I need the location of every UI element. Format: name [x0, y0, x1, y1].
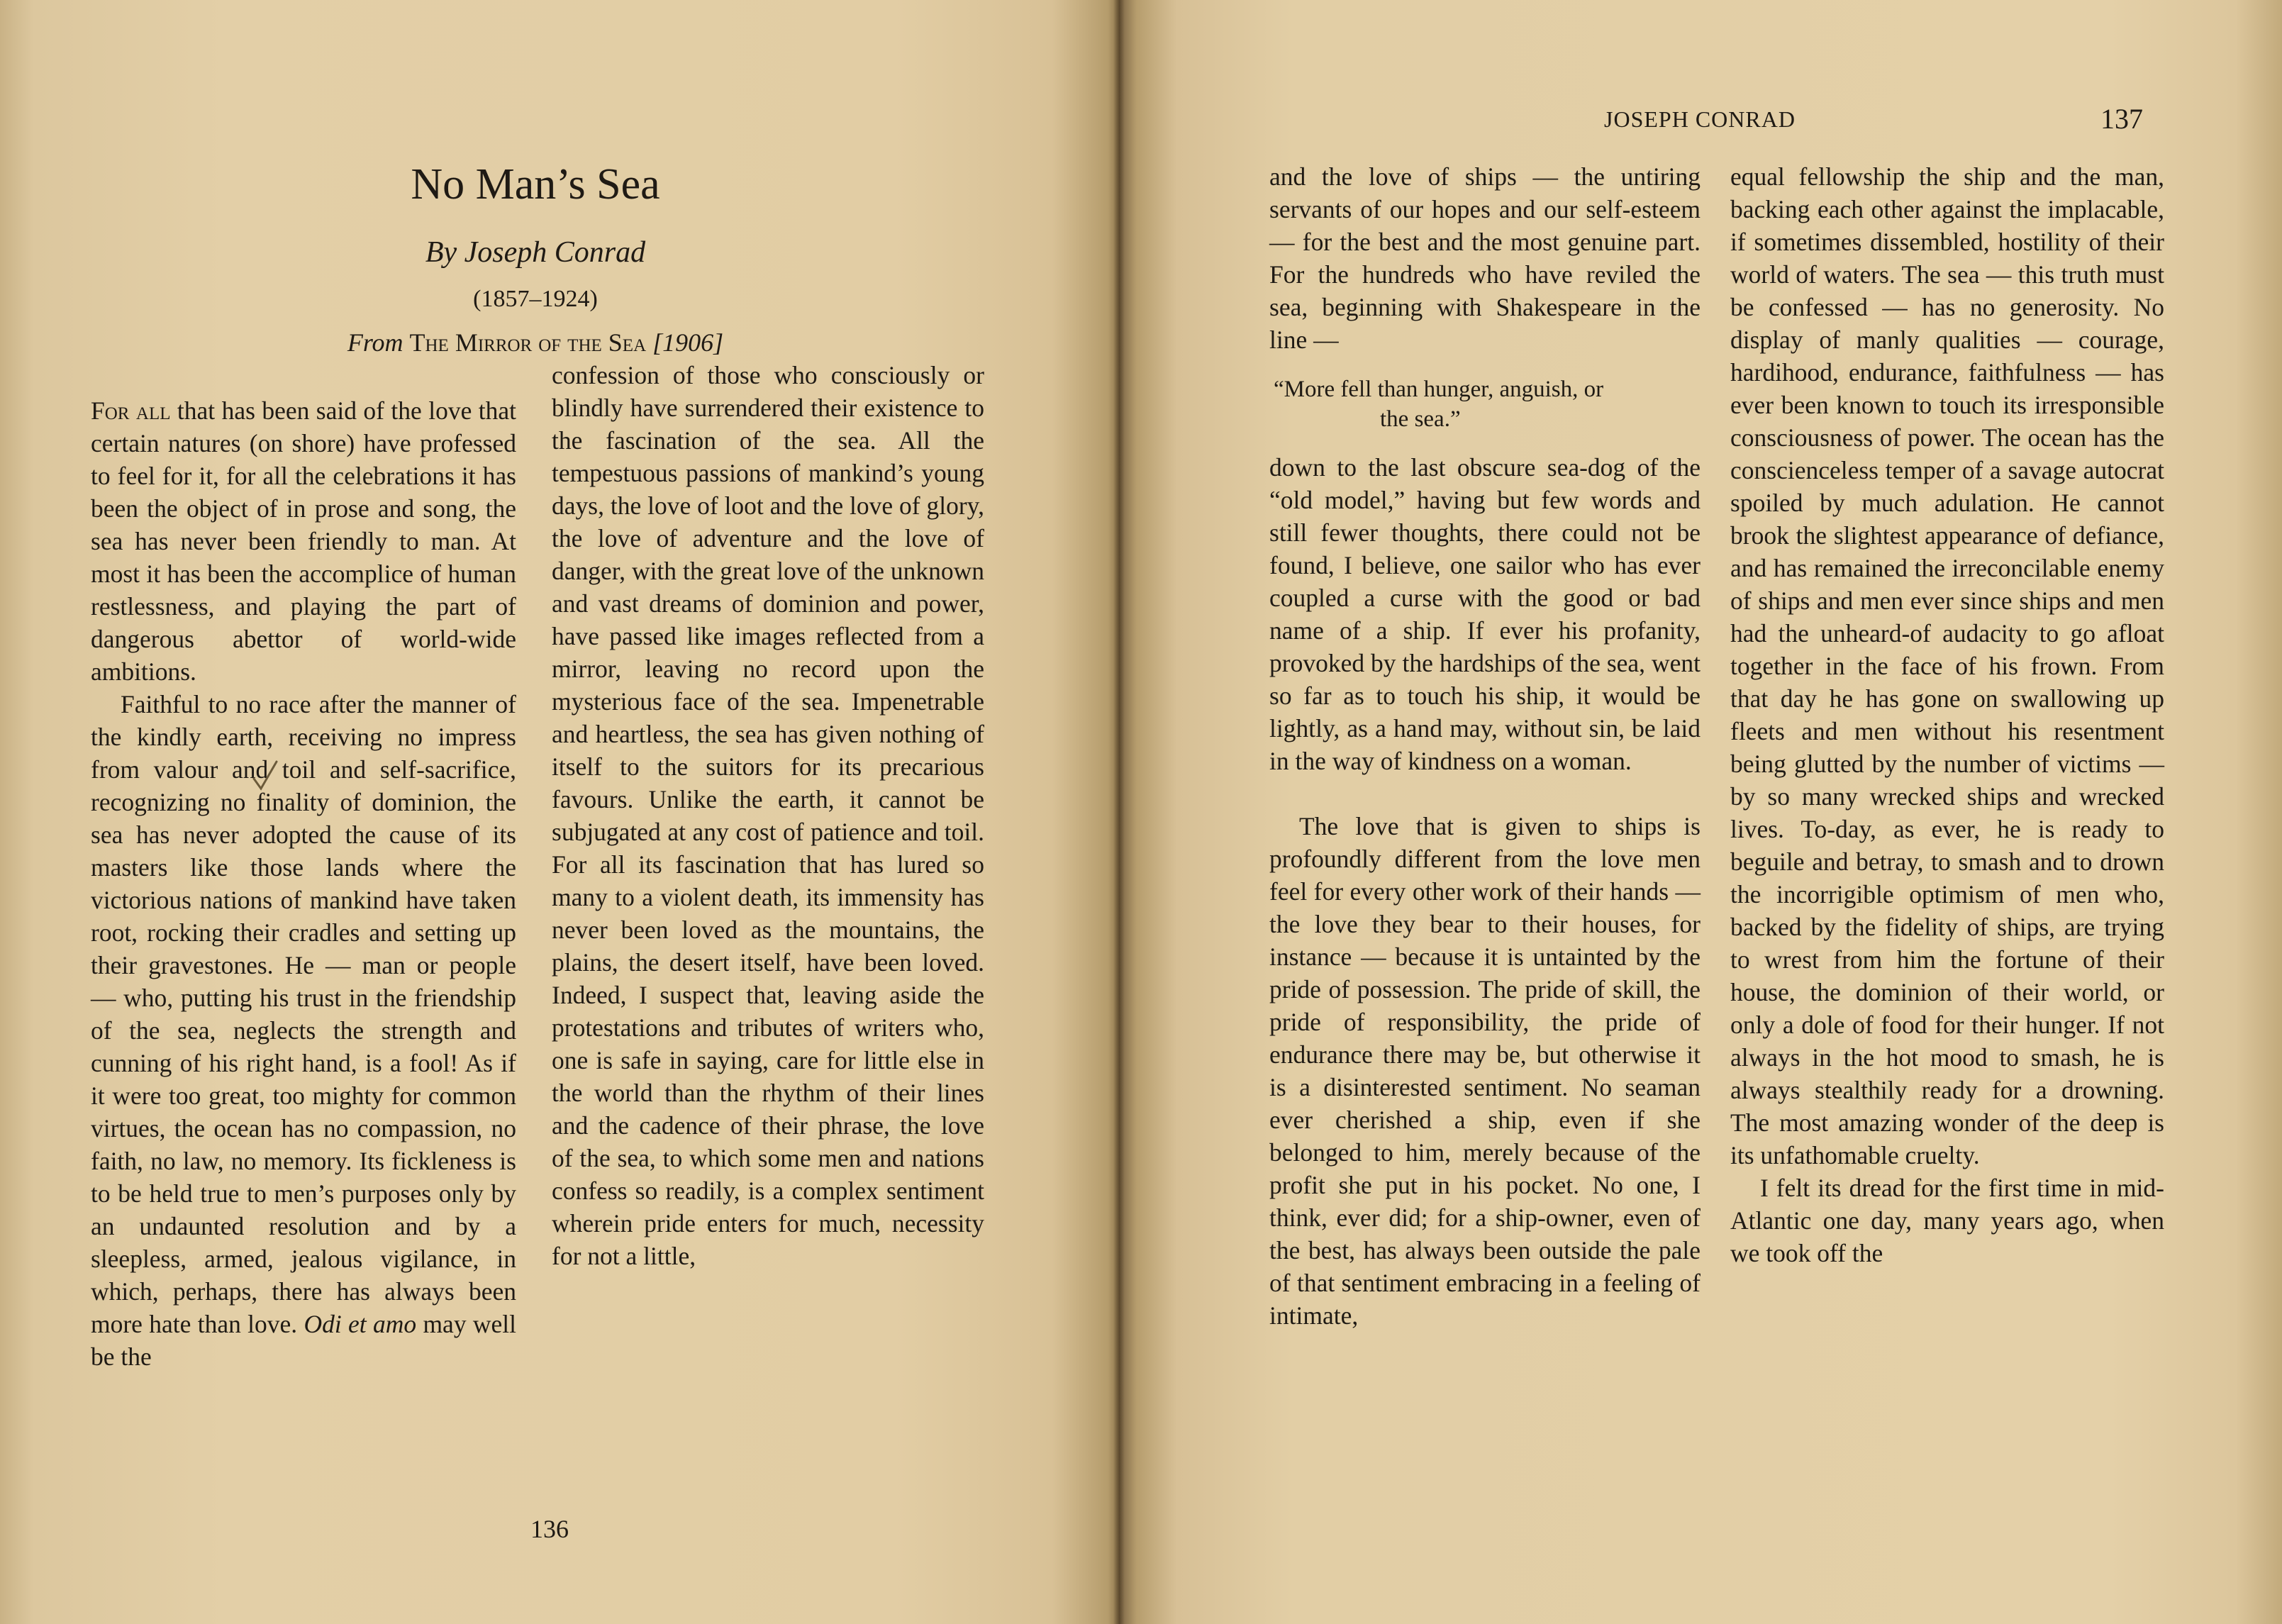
source-year: [1906]	[652, 328, 724, 357]
verse-line: “More fell than hunger, anguish, or	[1274, 377, 1604, 402]
paragraph	[91, 394, 516, 688]
paragraph-tail: may well be the	[91, 1310, 517, 1371]
paragraph: The love that is given to ships is profoundly different from the love men feel for every other work of their hands — the love they bear to their houses, for instance — because it is untainted by the pride of possession. The pride of skill, the pride of responsibility, the pride of endurance there may be, but otherwise it is a disinterested sentiment. No seaman ever cherished a ship, even if she belonged to him, merely because of the profit she put in his pocket. No one, I think, ever did; for a ship-owner, even of the best, has always been outside the pale of that sentiment embracing in a feeling of intimate,	[1269, 812, 1701, 1330]
author-dates: (1857–1924)	[473, 286, 598, 312]
essay-title: No Man’s Sea	[411, 160, 660, 208]
paragraph-text: Faithful to no race after the manner of the kindly earth, receiving no impress from valour and toil and self-sacrifice, recognizing no finality of dominion, the sea has never adopted the cause of its masters like those lands where the victorious nations of mankind have taken root, rocking their cradles and setting up their gravestones. He — man or people — who, putting his trust in the friendship of the sea, neglects the strength and cunning of his right hand, is a fool! As if it were too great, too mighty for common virtues, the ocean has no compassion, no faith, no law, no memory. Its fickleness is to be held true to men’s purposes only by an undaunted resolution and by a sleepless, armed, jealous vigilance, in which, perhaps, there has always been more hate than love.	[91, 690, 516, 1338]
paragraph: I felt its dread for the first time in mid-Atlantic one day, many years ago, when we took off the	[1730, 1174, 2164, 1267]
paragraph	[91, 688, 516, 1373]
page-number-left: 136	[530, 1515, 569, 1543]
right-column-1	[1269, 160, 1701, 1332]
left-page	[0, 0, 1119, 1624]
latin-phrase: Odi et amo	[304, 1310, 417, 1338]
book-gutter	[1113, 0, 1125, 1624]
paragraph: confession of those who consciously or blindly have surrendered their existence to the fascination of the sea. All the tempestuous passions of mankind’s young days, the love of loot and the love of glory, the love of adventure and the love of danger, with the great love of the unknown and vast dreams of dominion and power, have passed like images reflected from a mirror, leaving no record upon the mysterious face of the sea. Impenetrable and heartless, the sea has given nothing of itself to the suitors for its precarious favours. Unlike the earth, it cannot be subjugated at any cost of patience and toil. For all its fascination that has lured so many to a violent death, its immensity has never been loved as the mountains, the plains, the desert itself, have been loved. Indeed, I suspect that, leaving aside the protestations and tributes of writers who, one is safe in saying, care for little else in the world than the rhythm of their lines and the cadence of their phrase, the love of the sea, to which some men and nations confess so readily, is a complex sentiment wherein pride enters for much, necessity for not a little,	[552, 361, 984, 1270]
verse-quotation	[1269, 374, 1701, 434]
pencil-check-mark	[251, 759, 279, 794]
byline: By Joseph Conrad	[425, 236, 646, 269]
paragraph-lead: For all	[91, 396, 171, 425]
paragraph: equal fellowship the ship and the man, backing each other against the implacable, if sometimes dissembled, hostility of their world of waters. The sea — this truth must be confessed — has no generosity. No display of manly qualities — courage, hardihood, endurance, faithfulness — has ever been known to touch its irresponsible consciousness of power. The ocean has the conscienceless temper of a savage autocrat spoiled by much adulation. He cannot brook the slightest appearance of defiance, and has remained the irreconcilable enemy of ships and men ever since ships and men had the unheard-of audacity to go afloat together in the face of his frown. From that day he has gone on swallowing up fleets and men without his resentment being glutted by the number of victims — by so many wrecked ships and wrecked lives. To-day, as ever, he is ready to beguile and betray, to smash and to drown the incorrigible optimism of men who, backed by the fidelity of ships, are trying to wrest from him the fortune of their house, the dominion of their world, or only a dole of food for their hunger. If not always in the hot mood to smash, he is always stealthily ready for a drowning. The most amazing wonder of the deep is its unfathomable cruelty.	[1730, 162, 2164, 1169]
title-block	[177, 152, 894, 362]
source-prefix: From	[347, 328, 403, 357]
paragraph: down to the last obscure sea-dog of the “old model,” having but few words and still fewer thoughts, there could not be found, I believe, one sailor who has ever coupled a curse with the good or bad name of a ship. If ever his profanity, provoked by the hardships of the sea, went so far as to touch his ship, it would be lightly, as a hand may, without sin, be laid in the way of kindness on a woman.	[1269, 453, 1701, 775]
section-break	[1269, 777, 1701, 810]
source-title: The Mirror of the Sea	[409, 328, 647, 357]
page-number-right: 137	[2100, 103, 2143, 135]
left-column-1	[91, 394, 516, 1373]
paragraph-text: that has been said of the love that certain natures (on shore) have professed to feel for it, for all the celebrations it has been the object of in prose and song, the sea has never been friendly to man. At most it has been the accomplice of human restlessness, and playing the part of dangerous abettor of world-wide ambitions.	[91, 396, 516, 686]
right-column-2	[1730, 160, 2164, 1269]
source-line	[177, 323, 894, 362]
running-head: JOSEPH CONRAD	[1604, 106, 1796, 132]
verse-line: the sea.”	[1380, 406, 1461, 432]
left-column-2	[552, 359, 984, 1272]
paragraph: and the love of ships — the untiring servants of our hopes and our self-esteem — for the best and the most genuine part. For the hundreds who have reviled the sea, beginning with Shakespeare in the line —	[1269, 162, 1701, 354]
